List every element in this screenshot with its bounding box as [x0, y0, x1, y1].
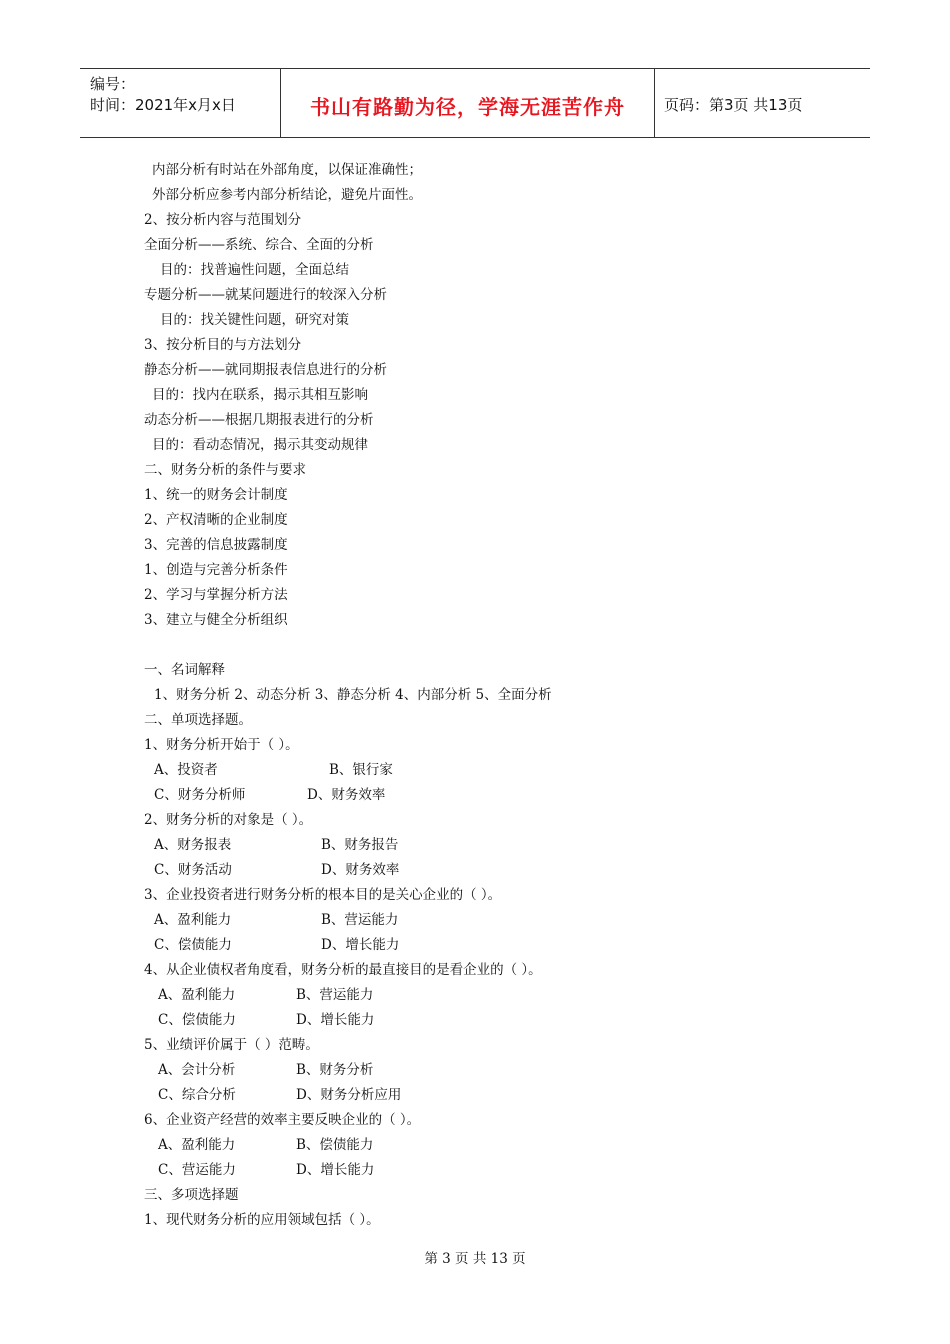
option-c: C、偿债能力 — [154, 937, 232, 953]
text-line: 专题分析——就某问题进行的较深入分析 — [144, 287, 387, 303]
option-d: D、增长能力 — [296, 1012, 375, 1028]
text-line: 目的：找关键性问题，研究对策 — [160, 312, 349, 328]
question-4: 4、从企业债权者角度看，财务分析的最直接目的是看企业的（ ）。 — [144, 962, 542, 978]
option-a: A、盈利能力 — [154, 912, 232, 928]
option-d: D、增长能力 — [296, 1162, 375, 1178]
option-b: B、营运能力 — [321, 912, 399, 928]
text-line: 1、创造与完善分析条件 — [144, 562, 288, 578]
document-body — [144, 158, 844, 1233]
option-row — [144, 1133, 844, 1158]
option-row — [144, 1008, 844, 1033]
text-line: 1、财务分析 2、动态分析 3、静态分析 4、内部分析 5、全面分析 — [154, 687, 552, 703]
option-d: D、财务效率 — [307, 787, 386, 803]
text-line: 静态分析——就同期报表信息进行的分析 — [144, 362, 387, 378]
page-indicator: 页码：第3页 共13页 — [664, 96, 803, 114]
option-d: D、财务效率 — [321, 862, 400, 878]
option-row — [144, 833, 844, 858]
option-b: B、财务分析 — [296, 1062, 374, 1078]
option-row — [144, 1158, 844, 1183]
section-heading: 3、按分析目的与方法划分 — [144, 337, 302, 353]
option-d: D、增长能力 — [321, 937, 400, 953]
section-heading: 2、按分析内容与范围划分 — [144, 212, 302, 228]
option-a: A、盈利能力 — [158, 987, 236, 1003]
option-a: A、投资者 — [154, 762, 218, 778]
option-d: D、财务分析应用 — [296, 1087, 402, 1103]
option-row — [144, 758, 844, 783]
question-1: 1、财务分析开始于（ ）。 — [144, 737, 299, 753]
option-c: C、财务分析师 — [154, 787, 246, 803]
blank-line — [144, 633, 844, 658]
option-a: A、财务报表 — [154, 837, 232, 853]
option-a: A、盈利能力 — [158, 1137, 236, 1153]
header-page-cell — [654, 69, 870, 137]
option-a: A、会计分析 — [158, 1062, 236, 1078]
section-heading: 一、名词解释 — [144, 662, 225, 678]
text-line: 3、建立与健全分析组织 — [144, 612, 288, 628]
option-row — [144, 1058, 844, 1083]
option-row — [144, 783, 844, 808]
page-footer: 第 3 页 共 13 页 — [424, 1251, 526, 1267]
question-2: 2、财务分析的对象是（ ）。 — [144, 812, 313, 828]
section-heading: 二、财务分析的条件与要求 — [144, 462, 306, 478]
question-3: 3、企业投资者进行财务分析的根本目的是关心企业的（ ）。 — [144, 887, 502, 903]
header-motto-cell — [280, 69, 655, 137]
text-line: 2、学习与掌握分析方法 — [144, 587, 288, 603]
document-time: 时间：2021年x月x日 — [90, 96, 236, 114]
section-heading: 二、单项选择题。 — [144, 712, 252, 728]
option-c: C、营运能力 — [158, 1162, 236, 1178]
option-c: C、偿债能力 — [158, 1012, 236, 1028]
section-heading: 三、多项选择题 — [144, 1187, 239, 1203]
question-5: 5、业绩评价属于（ ）范畴。 — [144, 1037, 319, 1053]
option-row — [144, 908, 844, 933]
text-line: 3、完善的信息披露制度 — [144, 537, 288, 553]
option-row — [144, 933, 844, 958]
header-meta — [80, 69, 280, 137]
text-line: 1、统一的财务会计制度 — [144, 487, 288, 503]
option-row — [144, 983, 844, 1008]
text-line: 目的：找内在联系，揭示其相互影响 — [152, 387, 368, 403]
option-row — [144, 1083, 844, 1108]
option-b: B、银行家 — [329, 762, 393, 778]
text-line: 内部分析有时站在外部角度，以保证准确性； — [152, 162, 422, 178]
document-number: 编号： — [90, 75, 136, 93]
question-multi-1: 1、现代财务分析的应用领域包括（ ）。 — [144, 1212, 380, 1228]
text-line: 2、产权清晰的企业制度 — [144, 512, 288, 528]
option-b: B、营运能力 — [296, 987, 374, 1003]
text-line: 目的：看动态情况，揭示其变动规律 — [152, 437, 368, 453]
question-6: 6、企业资产经营的效率主要反映企业的（ ）。 — [144, 1112, 421, 1128]
text-line: 目的：找普遍性问题，全面总结 — [160, 262, 349, 278]
text-line: 动态分析——根据几期报表进行的分析 — [144, 412, 374, 428]
option-row — [144, 858, 844, 883]
text-line: 全面分析——系统、综合、全面的分析 — [144, 237, 374, 253]
text-line: 外部分析应参考内部分析结论，避免片面性。 — [152, 187, 422, 203]
page-header — [80, 68, 870, 138]
option-c: C、财务活动 — [154, 862, 232, 878]
option-b: B、财务报告 — [321, 837, 399, 853]
motto: 书山有路勤为径，学海无涯苦作舟 — [310, 95, 625, 119]
option-b: B、偿债能力 — [296, 1137, 374, 1153]
option-c: C、综合分析 — [158, 1087, 236, 1103]
